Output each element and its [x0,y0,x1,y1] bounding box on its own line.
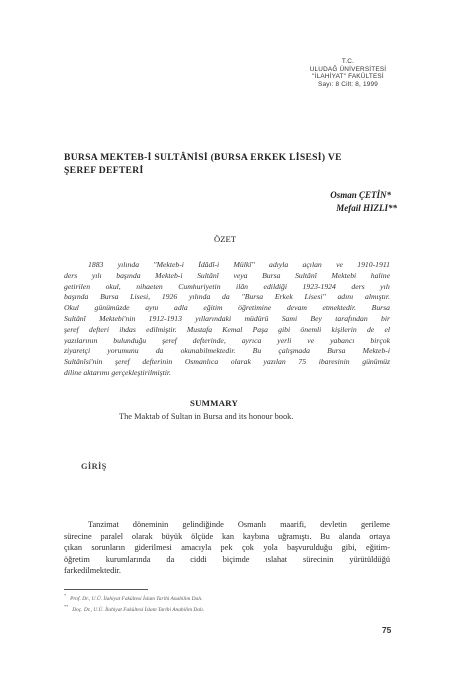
article-title-line: ŞEREF DEFTERİ [64,165,144,176]
abstract-line: getirilen okul, nihaeten Cumhuriyetin ilân edildiği 1923-1924 ders yılı [64,281,390,291]
abstract-line: diline aktarımı gerçekleştirilmiştir. [64,367,171,377]
body-line: Tanzimat döneminin gelindiğinde Osmanlı maarifi, devletin gerileme [88,520,390,529]
summary-text: The Maktab of Sultan in Bursa and its honour book. [119,412,294,421]
body-line: öğretim kurumlarında da ciddi biçimde ıslahat sürecinin yürütüldüğü [64,554,390,564]
introduction-heading: GİRİŞ [81,462,107,471]
abstract-line: Sultânî Mektebi'nin 1912-1913 yıllarındaki müdürü Sami Bey tarafından bir [64,313,390,323]
body-line: çıkan sorunların giderilmesi amacıyla pek çok yola başvurulduğu gibi, eğitim- [64,543,390,553]
journal-header-line: T.C. [341,58,355,65]
abstract-line: Sultânîsi'nin şeref defterinin Osmanlıca olarak yazılan 75 ibaresinin günümüz [64,357,390,367]
footnote [64,592,294,603]
footnote-mark: * [64,593,67,598]
page-number: 75 [382,625,392,635]
abstract-text [64,260,390,379]
abstract-heading: ÖZET [214,234,236,244]
summary-heading: SUMMARY [190,398,239,408]
abstract-line: ders yılı başında Mekteb-i Sultânî veya Bursa Sultânî Mektebi haline [64,270,390,280]
author-name: Mefail HIZLI** [336,203,397,213]
journal-header-line: "İLAHİYAT" FAKÜLTESİ [312,73,384,81]
body-line: farkedilmektedir. [64,566,121,576]
journal-header-line: ULUDAĞ ÜNİVERSİTESİ [309,65,387,73]
author-name: Osman ÇETİN* [330,190,391,200]
journal-header-line: Sayı: 8 Cilt: 8, 1999 [318,80,378,88]
footnotes [64,592,294,614]
article-title [64,151,404,177]
abstract-line: şeref defteri ihdas edilmiştir. Mustafa Kemal Paşa gibi önemli kişilerin de el [64,324,390,334]
abstract-line: ziyaretçi yorumunu da okunabilmektedir. Bu çalışmada Bursa Mekteb-i [64,346,390,356]
article-title-line: BURSA MEKTEB-İ SULTÂNİSİ (BURSA ERKEK LİSESİ) VE [64,152,342,163]
footnote-text: Doç. Dr., U.Ü. İlahiyat Fakültesi İslam Tarihi Anabilim Dalı. [72,607,205,613]
footnote-mark: ** [64,604,69,610]
abstract-line: başında Bursa Lisesi, 1926 yılında da "Bursa Erkek Lisesi" adını almıştır. [64,292,390,302]
introduction-text [64,519,390,577]
footnote-divider [64,589,148,590]
abstract-line: yazılarının bulunduğu şeref defterinde, ayrıca yerli ve yabancı birçok [64,335,390,345]
abstract-line: Okul günümüzde aynı adla eğitim öğretimine devam etmektedir. Bursa [64,303,390,313]
footnote [64,603,294,614]
abstract-line: 1883 yılında "Mekteb-i İdâdî-i Mülkî" adıyla açılan ve 1910-1911 [88,260,390,269]
journal-header [288,58,408,88]
footnote-text: Prof. Dr., U.Ü. İlahiyat Fakültesi İslam Tarihi Anabilim Dalı. [70,595,203,602]
body-line: sürecine paralel olarak büyük ölçüde kan kaybına uğramıştı. Bu alanda ortaya [64,531,390,541]
